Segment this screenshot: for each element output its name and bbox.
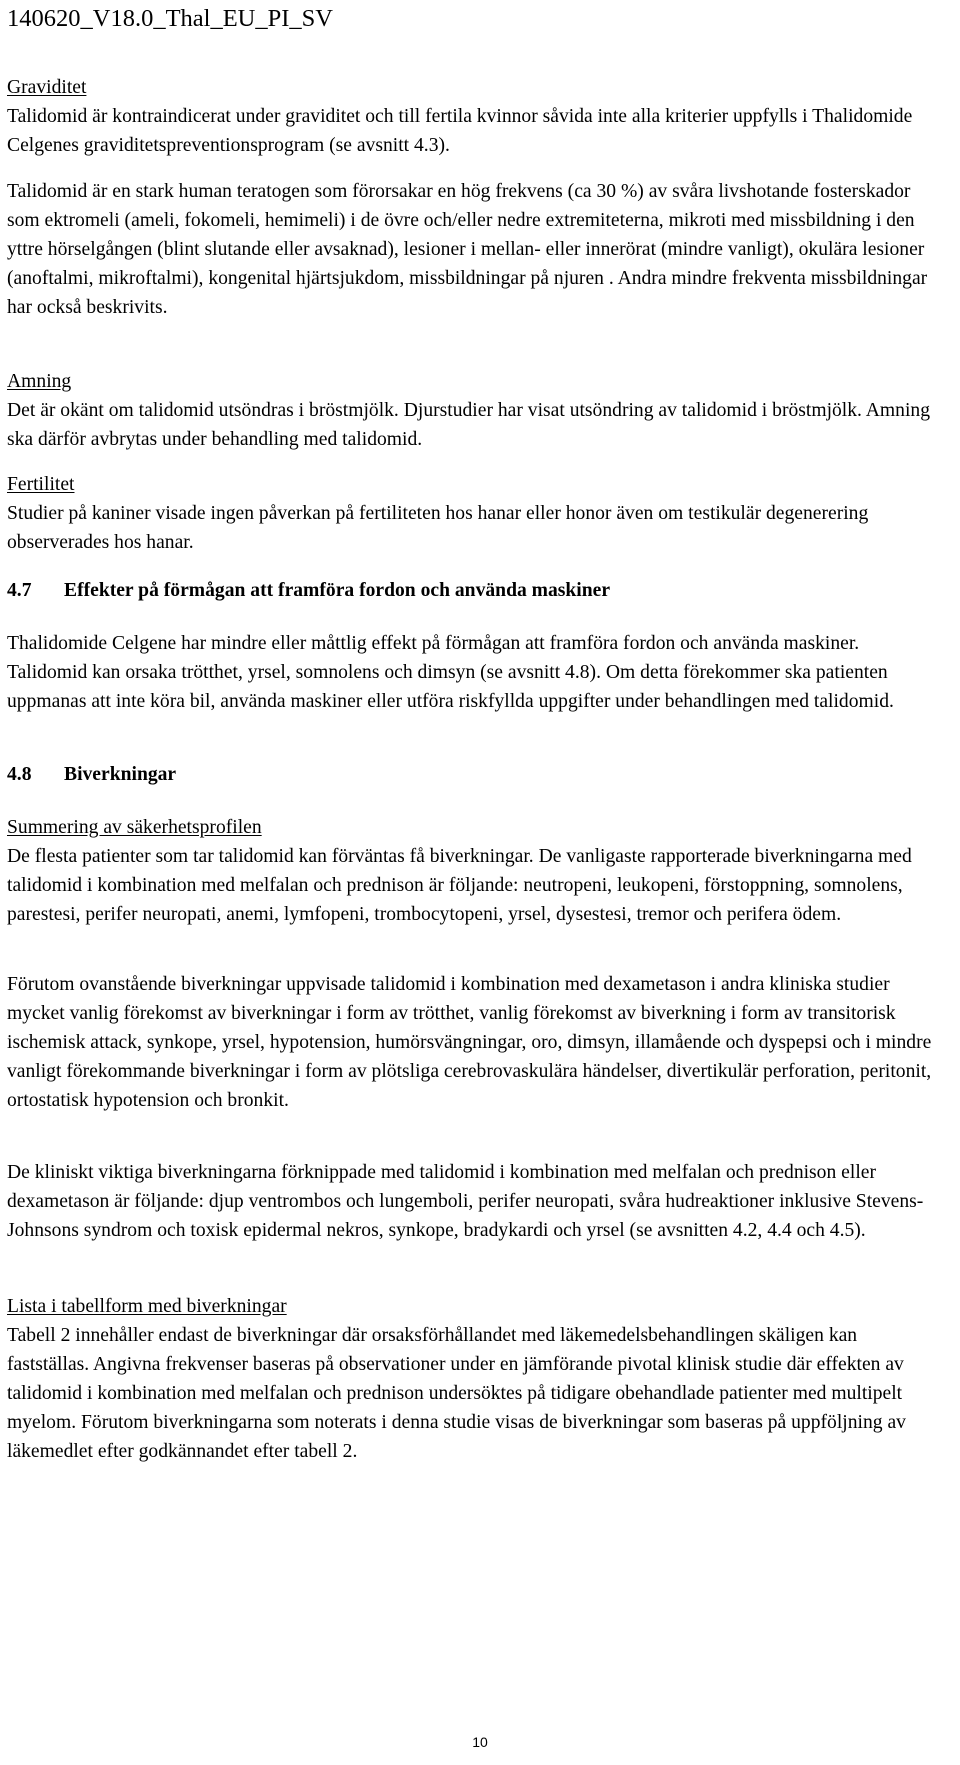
safety-summary-paragraph-3: De kliniskt viktiga biverkningarna förknippade med talidomid i kombination med melfalan och prednison eller dexametason är följande: djup ventrombos och lungemboli, perifer neuropati, svåra hudreaktioner inklusive Stevens-Johnsons syndrom och toxisk epidermal nekros, synkope, bradykardi och yrsel (se avsnitten 4.2, 4.4 och 4.5). xyxy=(7,1162,924,1241)
section-4-7-heading xyxy=(7,576,610,605)
pregnancy-paragraph-1: Talidomid är kontraindicerat under graviditet och till fertila kvinnor såvida inte alla kriterier uppfylls i Thalidomide Celgenes graviditetspreventionsprogram (se avsnitt 4.3). xyxy=(7,106,913,156)
safety-summary-heading: Summering av säkerhetsprofilen xyxy=(7,817,262,838)
tabulated-list-paragraph-1: Tabell 2 innehåller endast de biverkningar där orsaksförhållandet med läkemedelsbehandlingen skäligen kan fastställas. Angivna frekvenser baseras på observationer under en jämförande pivotal klinisk studie där effekten av talidomid i kombination med melfalan och prednison undersöktes på tidigare obehandlade patienter med multipelt myelom. Förutom biverkningarna som noterats i denna studie visas de biverkningar som baseras på uppföljning av läkemedlet efter godkännandet efter tabell 2. xyxy=(7,1325,906,1462)
section-4-8-title: Biverkningar xyxy=(64,764,177,785)
breastfeeding-section xyxy=(7,367,937,454)
fertility-paragraph-1: Studier på kaniner visade ingen påverkan på fertiliteten hos hanar eller honor även om testikulär degenerering observerades hos hanar. xyxy=(7,503,869,553)
section-4-8-heading xyxy=(7,760,176,789)
tabulated-list-heading: Lista i tabellform med biverkningar xyxy=(7,1296,287,1317)
safety-summary-paragraph-2: Förutom ovanstående biverkningar uppvisade talidomid i kombination med dexametason i andra kliniska studier mycket vanlig förekomst av biverkningar i form av trötthet, vanlig förekomst av biverkning i form av transitorisk ischemisk attack, synkope, yrsel, hypotension, humörsvängningar, oro, dimsyn, illamående och dyspepsi och i mindre vanligt förekommande biverkningar i form av plötsliga cerebrovaskulära händelser, divertikulär perforation, peritonit, ortostatisk hypotension och bronkit. xyxy=(7,974,932,1111)
section-4-7-body xyxy=(7,629,937,716)
pregnancy-section xyxy=(7,73,937,160)
breastfeeding-paragraph-1: Det är okänt om talidomid utsöndras i bröstmjölk. Djurstudier har visat utsöndring av talidomid i bröstmjölk. Amning ska därför avbrytas under behandling med talidomid. xyxy=(7,400,930,450)
section-4-7-number: 4.7 xyxy=(7,580,32,601)
section-4-7-paragraph-1: Thalidomide Celgene har mindre eller måttlig effekt på förmågan att framföra fordon och använda maskiner. Talidomid kan orsaka trötthet, yrsel, somnolens och dimsyn (se avsnitt 4.8). Om detta förekommer ska patienten uppmanas att inte köra bil, använda maskiner eller utföra riskfyllda uppgifter under behandlingen med talidomid. xyxy=(7,633,894,712)
document-id-header: 140620_V18.0_Thal_EU_PI_SV xyxy=(7,5,333,32)
section-4-7-title: Effekter på förmågan att framföra fordon och använda maskiner xyxy=(64,580,611,601)
safety-summary-paragraph-1: De flesta patienter som tar talidomid kan förväntas få biverkningar. De vanligaste rapporterade biverkningarna med talidomid i kombination med melfalan och prednison är följande: neutropeni, leukopeni, förstoppning, somnolens, parestesi, perifer neuropati, anemi, lymfopeni, trombocytopeni, yrsel, dysestesi, tremor och perifera ödem. xyxy=(7,846,912,925)
safety-summary-paragraph-3-block xyxy=(7,1158,937,1245)
page-number: 10 xyxy=(472,1734,488,1750)
pregnancy-heading: Graviditet xyxy=(7,77,87,98)
tabulated-list-section xyxy=(7,1292,937,1466)
pregnancy-paragraph-2-block xyxy=(7,177,937,322)
safety-summary-paragraph-2-block xyxy=(7,970,937,1115)
safety-summary-section xyxy=(7,813,937,929)
fertility-heading: Fertilitet xyxy=(7,474,75,495)
breastfeeding-heading: Amning xyxy=(7,371,72,392)
pregnancy-paragraph-2: Talidomid är en stark human teratogen som förorsakar en hög frekvens (ca 30 %) av svåra livshotande fosterskador som ektromeli (ameli, fokomeli, hemimeli) i de övre och/eller nedre extremiteterna, mikroti med missbildning i den yttre hörselgången (blint slutande eller avsaknad), lesioner i mellan- eller innerörat (mindre vanligt), okulära lesioner (anoftalmi, mikroftalmi), kongenital hjärtsjukdom, missbildningar på njuren . Andra mindre frekventa missbildningar har också beskrivits. xyxy=(7,181,928,318)
section-4-8-number: 4.8 xyxy=(7,764,32,785)
fertility-section xyxy=(7,470,937,557)
